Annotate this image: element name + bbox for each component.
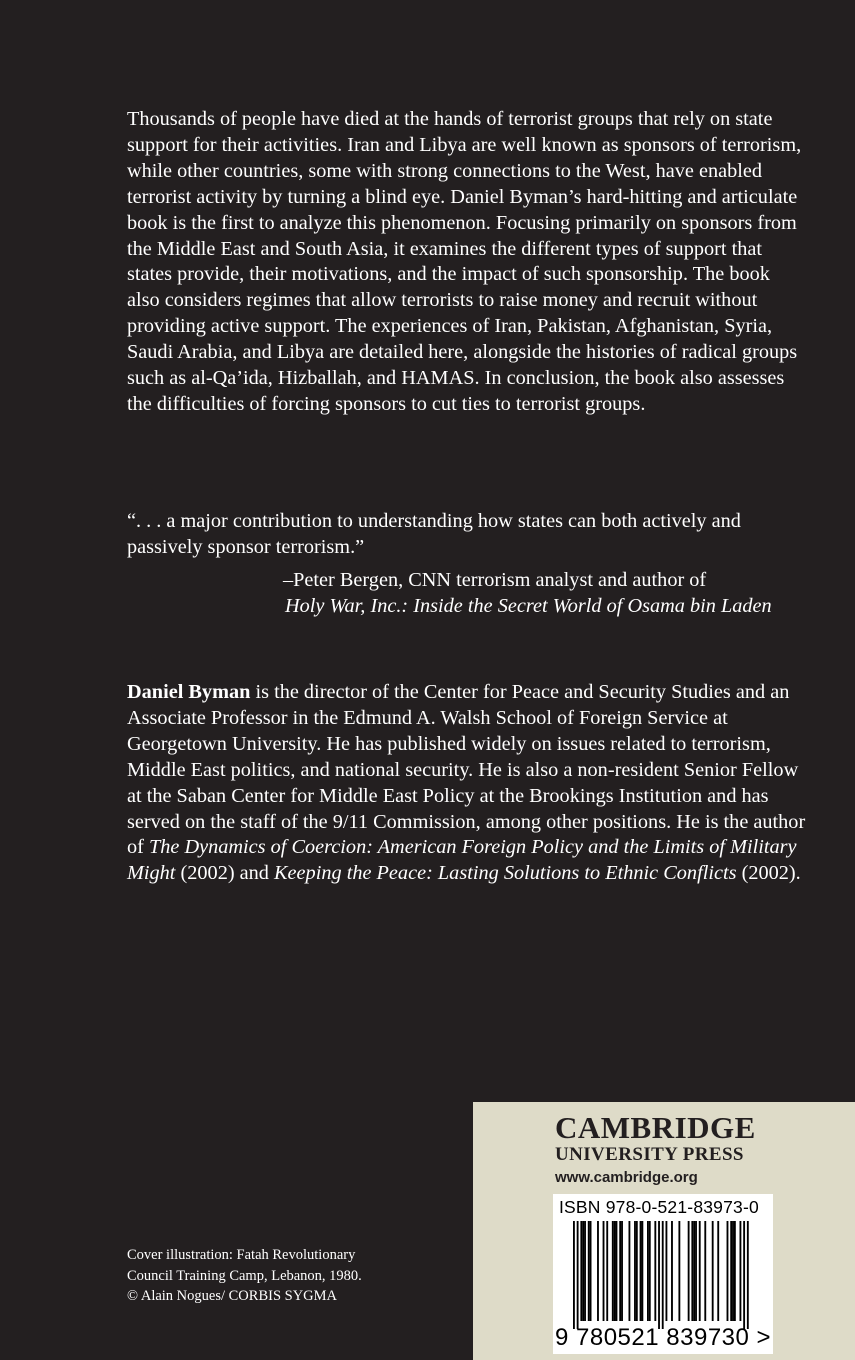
barcode-bar <box>662 1221 664 1329</box>
barcode-bar <box>577 1221 579 1329</box>
publisher-panel <box>473 1102 855 1360</box>
isbn-label: ISBN 978-0-521-83973-0 <box>559 1197 759 1217</box>
barcode-bar <box>616 1221 618 1321</box>
barcode-bar <box>606 1221 608 1321</box>
bio-end-text: (2002). <box>736 862 801 885</box>
barcode-bar <box>678 1221 680 1321</box>
bio-book2-title: Keeping the Peace: Lasting Solutions to Ethnic Conflicts <box>274 862 737 885</box>
attribution-book-title: Holy War, Inc.: Inside the Secret World of Osama bin Laden <box>285 595 772 617</box>
barcode-bar <box>619 1221 621 1321</box>
cover-credit-line3: © Alain Nogues/ CORBIS SYGMA <box>127 1288 338 1304</box>
barcode-bar <box>658 1221 660 1329</box>
barcode-bar <box>732 1221 734 1321</box>
publisher-url: www.cambridge.org <box>555 1169 698 1186</box>
barcode-bar <box>573 1221 575 1329</box>
barcode-bar <box>743 1221 745 1329</box>
barcode-bar <box>734 1221 736 1321</box>
barcode-bar <box>666 1221 668 1321</box>
review-quote: “. . . a major contribution to understanding how states can both actively and passively sponsor terrorism.” <box>127 510 741 558</box>
barcode-box <box>553 1194 773 1354</box>
barcode-bar <box>614 1221 616 1321</box>
barcode-bar <box>621 1221 623 1321</box>
publisher-logo-name: CAMBRIDGE <box>555 1110 756 1145</box>
barcode-bar <box>641 1221 643 1321</box>
barcode-bar <box>640 1221 642 1321</box>
barcode-bar <box>712 1221 714 1321</box>
barcode-bar <box>603 1221 605 1321</box>
quote-attribution <box>283 567 803 619</box>
publisher-subname: UNIVERSITY PRESS <box>555 1144 744 1165</box>
book-description: Thousands of people have died at the hands of terrorist groups that rely on state support for their activities. Iran and Libya are well known as sponsors of terrorism, while other countries, some with strong connections to the West, have enabled terrorist activity by turning a blind eye. Daniel Byman’s hard-hitting and articulate book is the first to analyze this phenomenon. Focusing primarily on sponsors from the Middle East and South Asia, it examines the different types of support that states provide, their motivations, and the impact of such sponsorship. The book also considers regimes that allow terrorists to raise money and recruit without providing active support. The experiences of Iran, Pakistan, Afghanistan, Syria, Saudi Arabia, and Libya are detailed here, alongside the histories of radical groups such as al-Qa’ida, Hizballah, and HAMAS. In conclusion, the book also assesses the difficulties of forcing sponsors to cut ties to terrorist groups. <box>127 108 802 415</box>
barcode-bar <box>699 1221 701 1321</box>
barcode-bar <box>647 1221 649 1321</box>
bio-book1-title: The Dynamics of Coercion: American Foreign Policy and the Limits of Military Might <box>127 836 797 885</box>
attribution-author: –Peter Bergen, CNN terrorism analyst and author of <box>283 569 707 591</box>
barcode-bar <box>584 1221 586 1321</box>
barcode-bar <box>580 1221 582 1321</box>
bio-text: is the director of the Center for Peace and Security Studies and an Associate Professor in the Edmund A. Walsh School of Foreign Service at Georgetown University. He has published widely on issues related to terrorism, Middle East politics, and national security. He is also a non-resident Senior Fellow at the Saban Center for Middle East Policy at the Brookings Institution and has served on the staff of the 9/11 Commission, among other positions. He is the author of <box>127 681 806 859</box>
barcode-bar <box>704 1221 706 1321</box>
barcode-bar <box>597 1221 599 1321</box>
barcode-bar <box>695 1221 697 1321</box>
barcode-bar <box>693 1221 695 1321</box>
barcode-bar <box>649 1221 651 1321</box>
author-bio <box>127 680 817 887</box>
author-name: Daniel Byman <box>127 681 251 703</box>
barcode-bar <box>629 1221 631 1321</box>
cover-credit-line2: Council Training Camp, Lebanon, 1980. <box>127 1267 362 1284</box>
barcode-bar <box>730 1221 732 1321</box>
barcode-bar <box>654 1221 656 1321</box>
barcode-bar <box>588 1221 590 1321</box>
barcode-bar <box>671 1221 673 1321</box>
barcode-bar <box>634 1221 636 1321</box>
cover-credit-line1: Cover illustration: Fatah Revolutionary <box>127 1247 356 1263</box>
bio-mid-text: (2002) and <box>175 862 275 885</box>
barcode-bar <box>691 1221 693 1321</box>
barcode-bar <box>740 1221 742 1321</box>
barcode-bar <box>590 1221 592 1321</box>
barcode-bar <box>717 1221 719 1321</box>
barcode-bar <box>636 1221 638 1321</box>
barcode-bar <box>582 1221 584 1321</box>
barcode-bar <box>688 1221 690 1321</box>
barcode-bar <box>612 1221 614 1321</box>
barcode-bar <box>727 1221 729 1321</box>
cover-credit <box>127 1245 447 1307</box>
barcode-digits: 9 780521 839730 > <box>555 1324 772 1351</box>
barcode-bar <box>747 1221 749 1329</box>
